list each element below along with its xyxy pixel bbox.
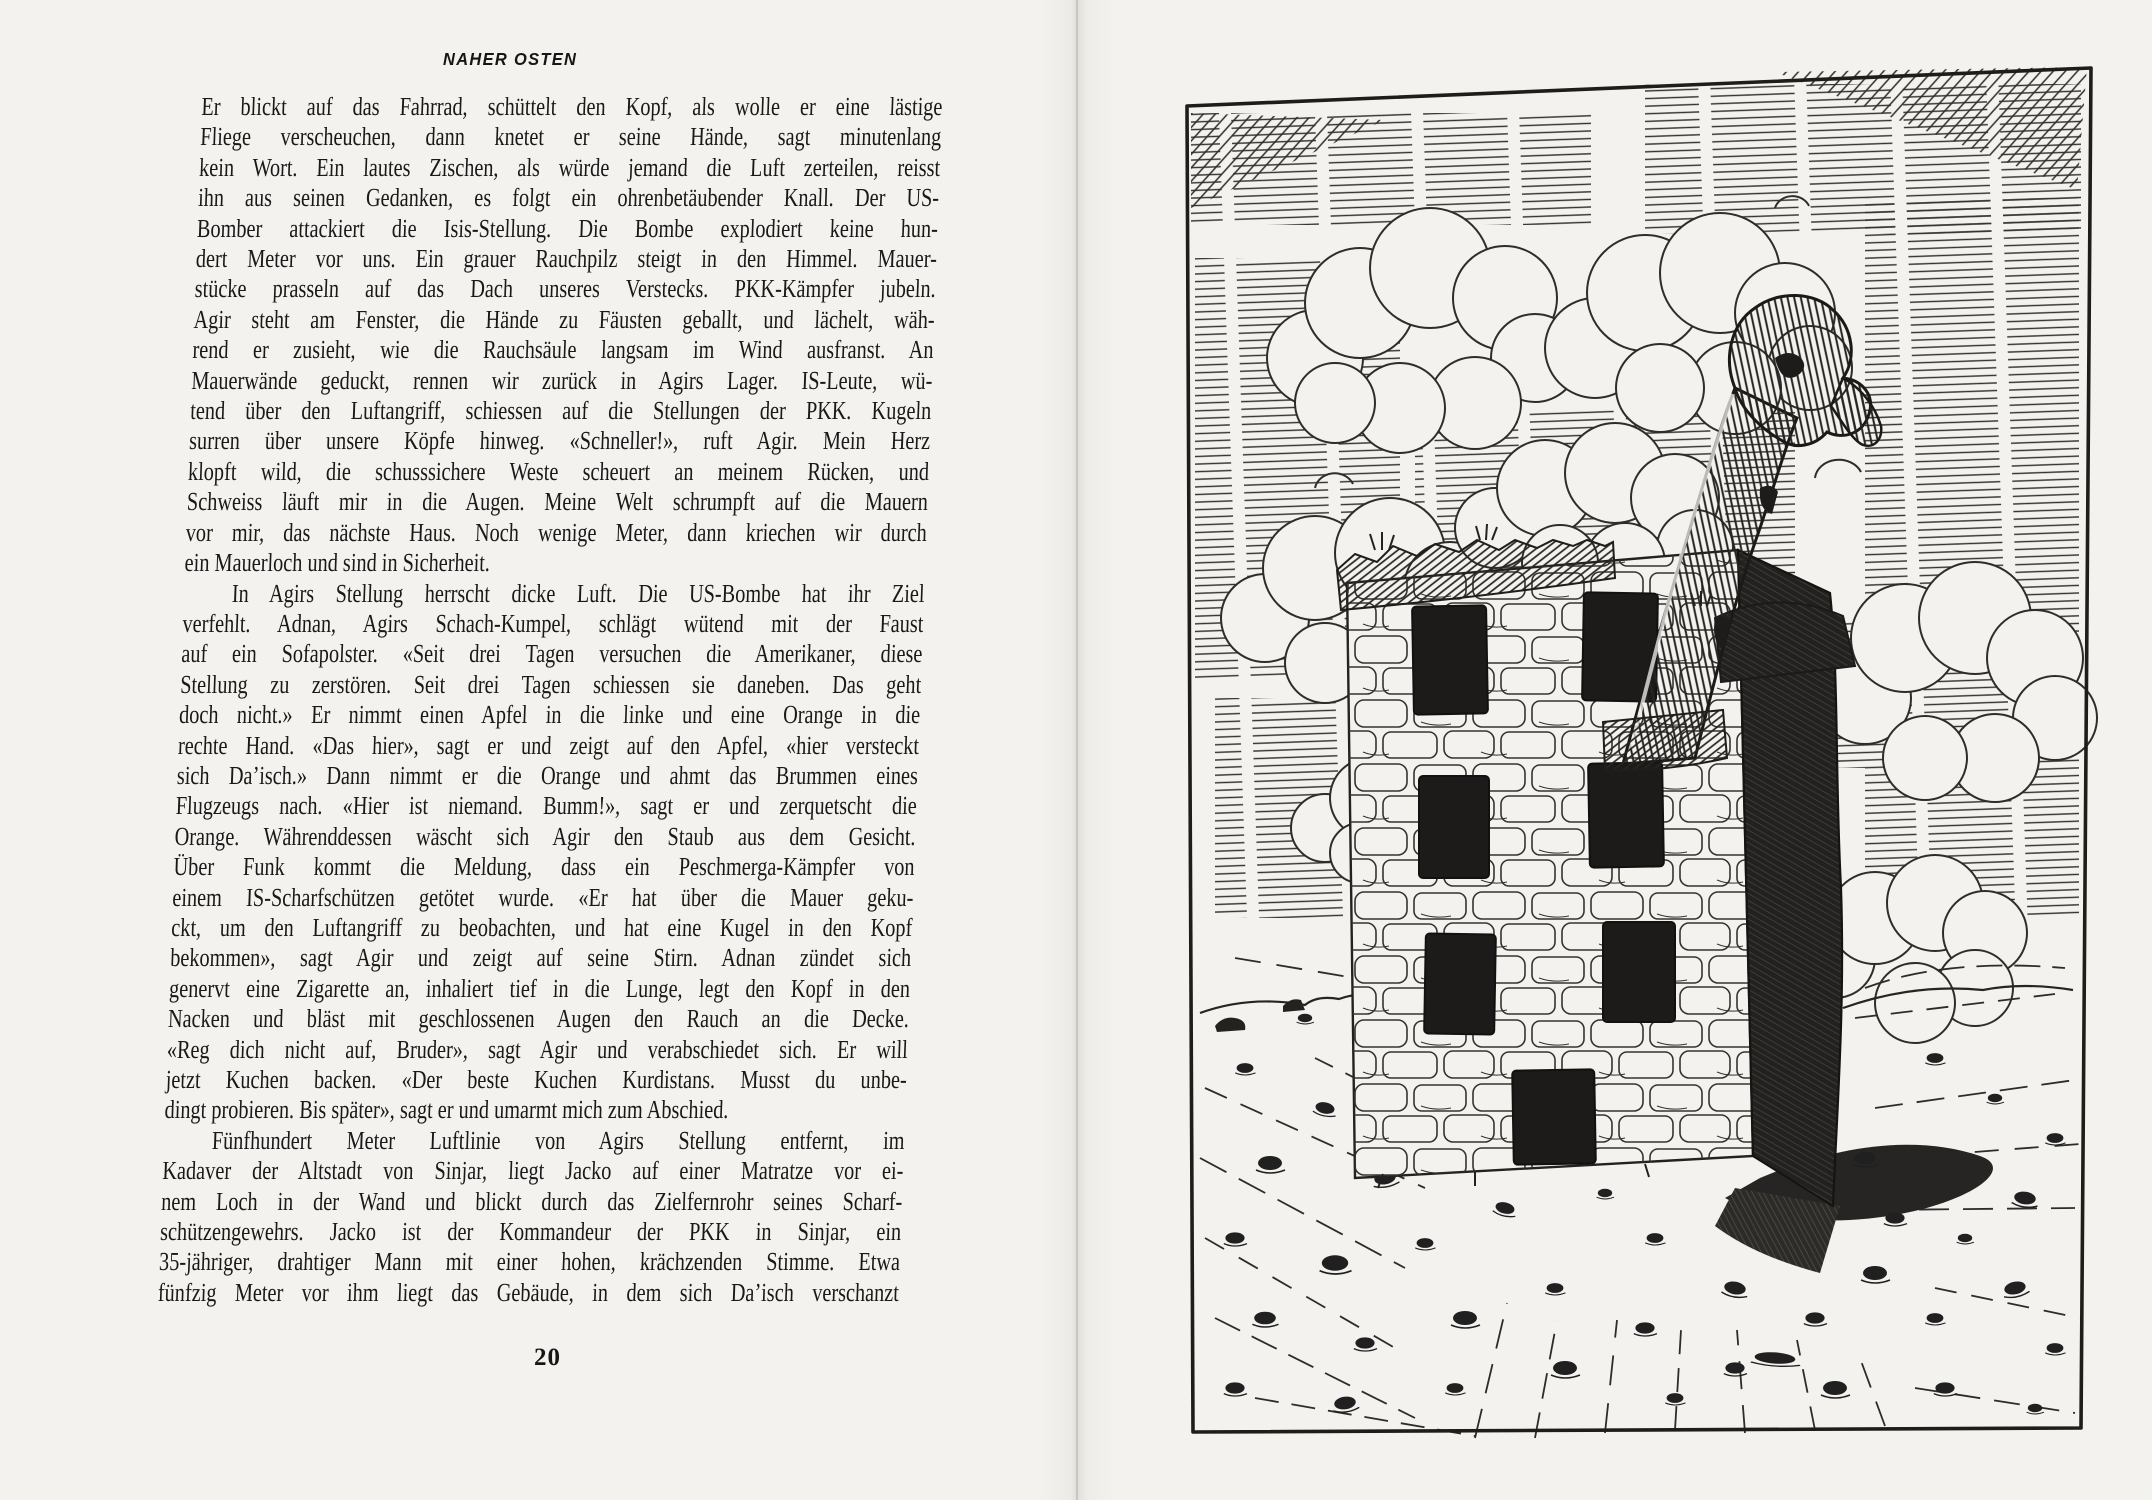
- text-line: dert Meter vor uns. Ein grauer Rauchpilz steigt in den Himmel. Mauer-: [195, 244, 938, 274]
- text-line: verfehlt. Adnan, Agirs Schach-Kumpel, schlägt wütend mit der Faust: [181, 608, 925, 638]
- text-line: ckt, um den Luftangriff zu beobachten, und hat eine Kugel in den Kopf: [170, 912, 913, 942]
- text-line: vor mir, das nächste Haus. Noch wenige Meter, dann kriechen wir durch: [185, 517, 928, 547]
- text-line: fünfzig Meter vor ihm liegt das Gebäude, in dem sich Da’isch verschanzt: [157, 1277, 900, 1307]
- text-line: Nacken und bläst mit geschlossenen Augen den Rauch an die Decke.: [167, 1004, 910, 1034]
- text-line: surren über unsere Köpfe hinweg. «Schneller!», ruft Agir. Mein Herz: [188, 426, 931, 456]
- text-line: auf ein Sofapolster. «Seit drei Tagen versuchen die Amerikaner, diese: [180, 639, 923, 669]
- text-line: kein Wort. Ein lautes Zischen, als würde jemand die Luft zerteilen, reisst: [198, 152, 941, 182]
- page-number: 20: [534, 1344, 561, 1371]
- text-line: Bomber attackiert die Isis-Stellung. Die Bombe explodiert keine hun-: [196, 213, 939, 243]
- text-line: stücke prasseln auf das Dach unseres Verstecks. PKK-Kämpfer jubeln.: [194, 274, 937, 304]
- text-line: ihn aus seinen Gedanken, es folgt ein ohrenbetäubender Knall. Der US-: [197, 183, 940, 213]
- text-line: ein Mauerloch und sind in Sicherheit.: [184, 548, 491, 578]
- text-line: klopft wild, die schusssichere Weste scheuert an meinem Rücken, und: [187, 456, 930, 486]
- running-header: NAHER OSTEN: [443, 49, 578, 69]
- text-line: Fünfhundert Meter Luftlinie von Agirs Stellung entfernt, im: [211, 1125, 906, 1155]
- text-line: dingt probieren. Bis später», sagt er und umarmt mich zum Abschied.: [164, 1095, 729, 1125]
- text-line: schützengewehrs. Jacko ist der Kommandeur der PKK in Sinjar, ein: [159, 1217, 902, 1247]
- text-line: doch nicht.» Er nimmt einen Apfel in die linke und eine Orange in die: [178, 700, 921, 730]
- text-line: Stellung zu zerstören. Seit drei Tagen schiessen sie daneben. Das geht: [179, 669, 922, 699]
- text-line: «Reg dich nicht auf, Bruder», sagt Agir und verabschiedet sich. Er will: [166, 1034, 909, 1064]
- text-line: rend er zusieht, wie die Rauchsäule langsam im Wind ausfranst. An: [192, 335, 935, 365]
- text-line: nem Loch in der Wand und blickt durch das Zielfernrohr seines Scharf-: [160, 1186, 903, 1216]
- text-line: Orange. Währenddessen wäscht sich Agir den Staub aus dem Gesicht.: [174, 821, 917, 851]
- building-shadow: [1715, 1145, 1993, 1273]
- text-line: Schweiss läuft mir in die Augen. Meine Welt schrumpft auf die Mauern: [186, 487, 929, 517]
- page-gutter-line: [1076, 0, 1078, 1500]
- text-line: einem IS-Scharfschützen getötet wurde. «Er hat über die Mauer geku-: [171, 882, 915, 912]
- text-line: Über Funk kommt die Meldung, dass ein Peschmerga-Kämpfer von: [173, 852, 916, 882]
- text-line: rechte Hand. «Das hier», sagt er und zeigt auf den Apfel, «hier versteckt: [177, 730, 920, 760]
- text-block: [157, 92, 943, 1308]
- text-line: 35-jähriger, drahtiger Mann mit einer hohen, krächzenden Stimme. Etwa: [158, 1247, 901, 1277]
- text-line: Kadaver der Altstadt von Sinjar, liegt Jacko auf einer Matratze vor ei-: [161, 1156, 904, 1186]
- text-line: Agir steht am Fenster, die Hände zu Fäusten geballt, und lächelt, wäh-: [193, 304, 936, 334]
- text-line: jetzt Kuchen backen. «Der beste Kuchen Kurdistans. Musst du unbe-: [165, 1065, 908, 1094]
- text-block-skew: [157, 92, 1152, 1308]
- text-line: bekommen», sagt Agir und zeigt auf seine Stirn. Adnan zündet sich: [169, 943, 912, 973]
- text-line: genervt eine Zigarette an, inhaliert tief in die Lunge, legt den Kopf in den: [168, 973, 911, 1003]
- text-line: Fliege verscheuchen, dann knetet er seine Hände, sagt minutenlang: [199, 122, 942, 152]
- text-line: sich Da’isch.» Dann nimmt er die Orange und ahmt das Brummen eines: [176, 760, 919, 790]
- text-line: tend über den Luftangriff, schiessen auf die Stellungen der PKK. Kugeln: [189, 396, 932, 426]
- text-line: Er blickt auf das Fahrrad, schüttelt den Kopf, als wolle er eine lästige: [200, 92, 943, 121]
- text-line: Mauerwände geduckt, rennen wir zurück in Agirs Lager. IS-Leute, wü-: [190, 365, 933, 395]
- ruined-tower: [1337, 524, 1855, 1206]
- tower-illustration: [1175, 58, 2105, 1443]
- text-line: In Agirs Stellung herrscht dicke Luft. Die US-Bombe hat ihr Ziel: [231, 578, 926, 608]
- text-line: Flugzeugs nach. «Hier ist niemand. Bumm!», sagt er und zerquetscht die: [175, 791, 918, 821]
